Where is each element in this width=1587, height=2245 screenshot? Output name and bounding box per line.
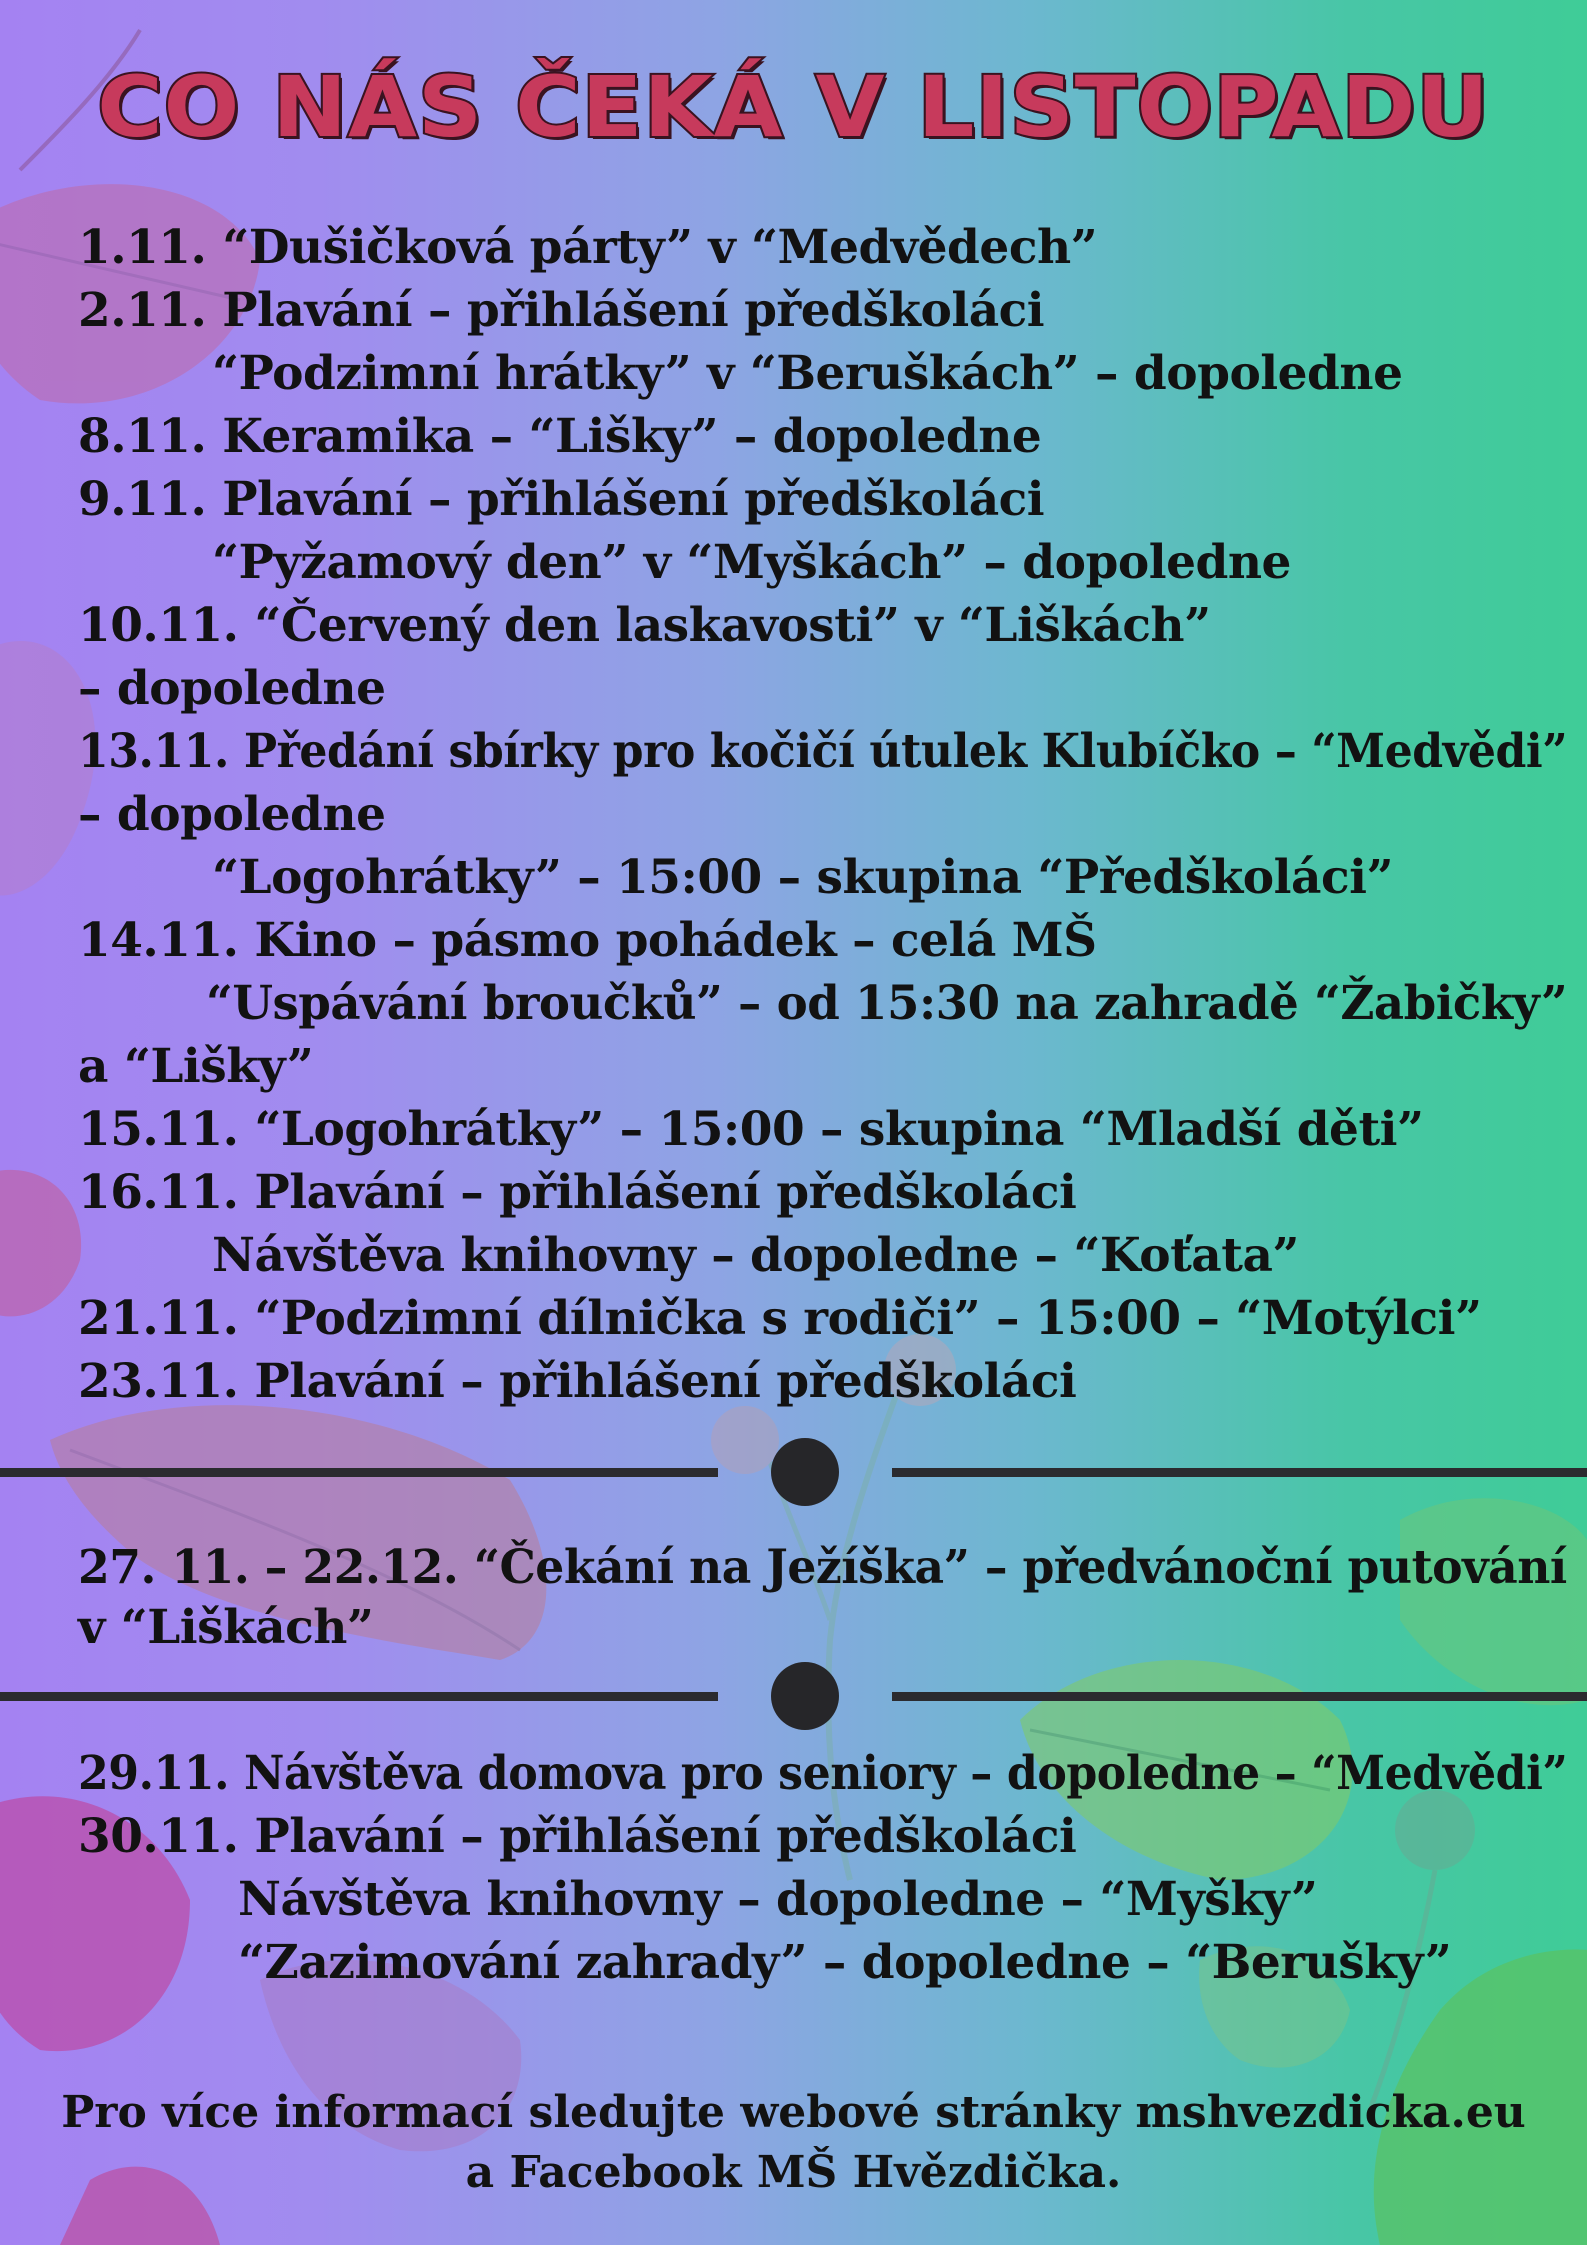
event-line: 8.11. Keramika – “Lišky” – dopoledne (78, 409, 1042, 464)
divider (0, 1432, 1587, 1512)
event-line: 23.11. Plavání – přihlášení předškoláci (78, 1354, 1077, 1409)
divider-line (892, 1468, 1587, 1477)
event-line: 15.11. “Logohrátky” – 15:00 – skupina “Mladší děti” (78, 1102, 1424, 1157)
event-line: – dopoledne (78, 661, 386, 716)
event-line: v “Liškách” (78, 1600, 374, 1655)
event-line: 10.11. “Červený den laskavosti” v “Liškách” (78, 598, 1211, 653)
divider-line (0, 1692, 718, 1701)
event-line: Návštěva knihovny – dopoledne – “Koťata” (212, 1228, 1299, 1283)
event-line: “Zazimování zahrady” – dopoledne – “Berušky” (238, 1935, 1452, 1990)
event-line: “Logohrátky” – 15:00 – skupina “Předškoláci” (212, 850, 1393, 905)
footer-line: a Facebook MŠ Hvězdička. (465, 2147, 1122, 2198)
event-line: “Podzimní hrátky” v “Beruškách” – dopoledne (212, 346, 1403, 401)
divider-dot-icon (771, 1662, 839, 1730)
event-line: 27. 11. – 22.12. “Čekání na Ježíška” – předvánoční putování (78, 1540, 1567, 1595)
divider-line (892, 1692, 1587, 1701)
event-line: 14.11. Kino – pásmo pohádek – celá MŠ (78, 913, 1097, 968)
event-line: 2.11. Plavání – přihlášení předškoláci (78, 283, 1045, 338)
event-line: Návštěva knihovny – dopoledne – “Myšky” (238, 1872, 1318, 1927)
event-line: 13.11. Předání sbírky pro kočičí útulek Klubíčko – “Medvědi” (78, 724, 1568, 779)
event-line: 21.11. “Podzimní dílnička s rodiči” – 15:00 – “Motýlci” (78, 1291, 1482, 1346)
event-line: “Uspávání broučků” – od 15:30 na zahradě “Žabičky” (206, 976, 1568, 1031)
event-line: – dopoledne (78, 787, 386, 842)
event-line: a “Lišky” (78, 1039, 314, 1094)
event-line: “Pyžamový den” v “Myškách” – dopoledne (212, 535, 1291, 590)
event-line: 16.11. Plavání – přihlášení předškoláci (78, 1165, 1077, 1220)
event-line: 30.11. Plavání – přihlášení předškoláci (78, 1809, 1077, 1864)
event-line: 9.11. Plavání – přihlášení předškoláci (78, 472, 1045, 527)
event-line: 29.11. Návštěva domova pro seniory – dopoledne – “Medvědi” (78, 1746, 1568, 1801)
divider-line (0, 1468, 718, 1477)
footer-line: Pro více informací sledujte webové stránky mshvezdicka.eu (61, 2087, 1526, 2138)
leaf-icon (0, 1170, 81, 1316)
divider (0, 1656, 1587, 1736)
event-line: 1.11. “Dušičková párty” v “Medvědech” (78, 220, 1098, 275)
page-title: CO NÁS ČEKÁ V LISTOPADU (97, 58, 1490, 156)
divider-dot-icon (771, 1438, 839, 1506)
